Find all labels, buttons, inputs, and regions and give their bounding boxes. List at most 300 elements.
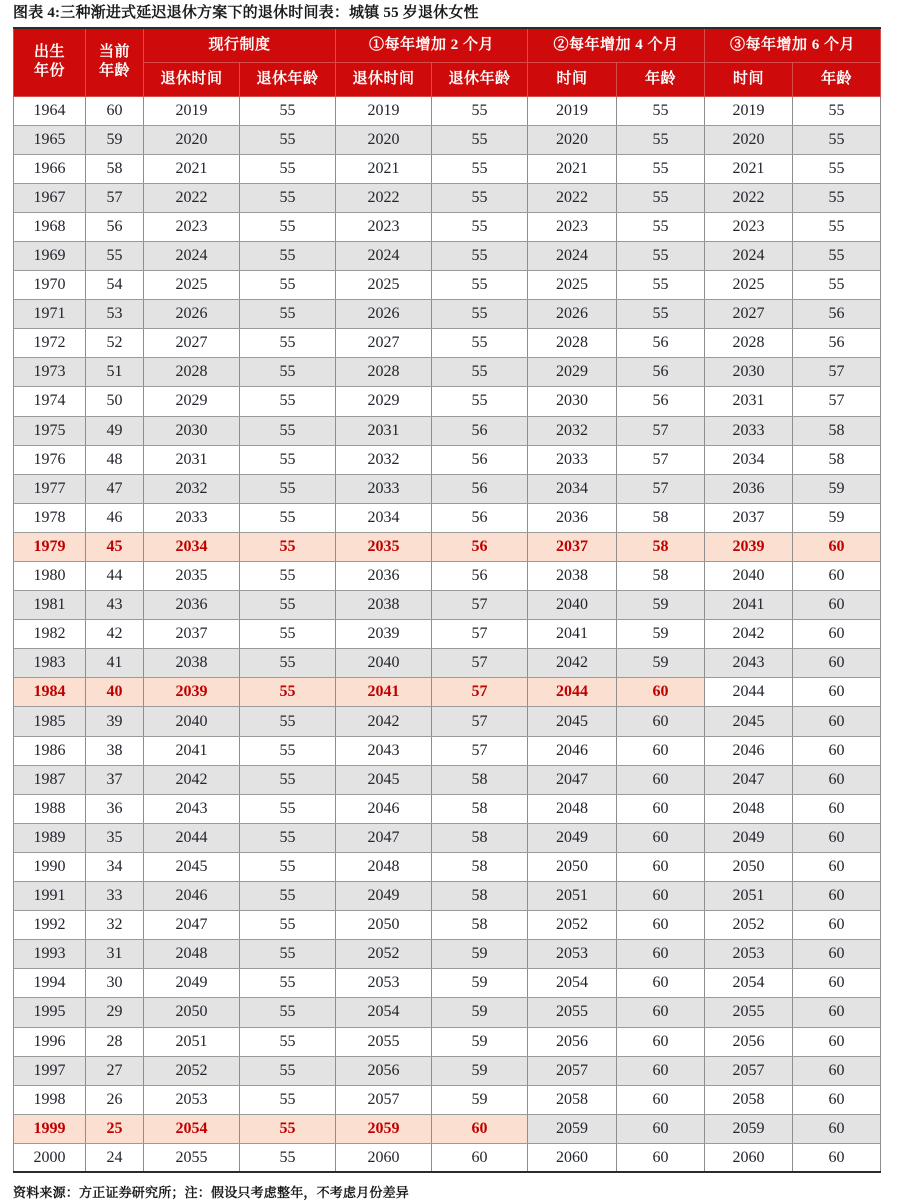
table-cell: 2023 (528, 212, 617, 241)
table-cell: 55 (240, 969, 336, 998)
table-cell: 58 (617, 532, 705, 561)
table-cell: 2048 (705, 794, 793, 823)
table-cell: 2039 (144, 678, 240, 707)
table-cell: 2043 (336, 736, 432, 765)
table-cell: 2030 (144, 416, 240, 445)
table-cell: 2049 (528, 823, 617, 852)
table-cell: 2054 (144, 1114, 240, 1143)
table-cell: 55 (240, 1027, 336, 1056)
table-cell: 60 (617, 1027, 705, 1056)
table-cell: 55 (793, 212, 881, 241)
table-cell: 2022 (144, 183, 240, 212)
table-cell: 59 (617, 620, 705, 649)
table-cell: 1980 (14, 562, 86, 591)
table-cell: 60 (793, 678, 881, 707)
table-cell: 2055 (144, 1143, 240, 1172)
table-cell: 58 (432, 823, 528, 852)
table-cell: 2031 (705, 387, 793, 416)
table-cell: 2055 (528, 998, 617, 1027)
table-cell: 1997 (14, 1056, 86, 1085)
table-cell: 2023 (336, 212, 432, 241)
table-cell: 60 (793, 1027, 881, 1056)
table-cell: 2055 (336, 1027, 432, 1056)
table-cell: 39 (86, 707, 144, 736)
table-cell: 55 (793, 183, 881, 212)
table-cell: 2023 (144, 212, 240, 241)
table-cell: 56 (86, 212, 144, 241)
table-cell: 2050 (144, 998, 240, 1027)
table-cell: 58 (793, 445, 881, 474)
table-cell: 2047 (144, 911, 240, 940)
group-header-scheme-3: ③每年增加 6 个月 (705, 28, 881, 62)
table-row (14, 1027, 881, 1056)
table-cell: 54 (86, 271, 144, 300)
table-cell: 60 (793, 969, 881, 998)
table-cell: 55 (240, 562, 336, 591)
table-cell: 56 (432, 474, 528, 503)
table-cell: 2025 (336, 271, 432, 300)
table-row (14, 562, 881, 591)
table-cell: 2044 (528, 678, 617, 707)
table-cell: 60 (793, 532, 881, 561)
table-cell: 60 (793, 1114, 881, 1143)
table-cell: 29 (86, 998, 144, 1027)
table-cell: 1975 (14, 416, 86, 445)
table-cell: 56 (617, 329, 705, 358)
table-cell: 2026 (528, 300, 617, 329)
table-cell: 1965 (14, 125, 86, 154)
table-cell: 44 (86, 562, 144, 591)
table-cell: 57 (432, 591, 528, 620)
table-row (14, 678, 881, 707)
table-cell: 37 (86, 765, 144, 794)
table-cell: 60 (617, 882, 705, 911)
table-cell: 2047 (336, 823, 432, 852)
table-cell: 55 (240, 329, 336, 358)
table-cell: 58 (432, 765, 528, 794)
table-cell: 2019 (336, 96, 432, 125)
table-cell: 60 (432, 1143, 528, 1172)
table-cell: 2028 (336, 358, 432, 387)
table-row (14, 154, 881, 183)
table-cell: 2042 (705, 620, 793, 649)
table-cell: 2036 (705, 474, 793, 503)
table-cell: 2051 (705, 882, 793, 911)
table-cell: 60 (617, 678, 705, 707)
table-cell: 2040 (528, 591, 617, 620)
table-cell: 2020 (144, 125, 240, 154)
table-cell: 2041 (144, 736, 240, 765)
table-cell: 2042 (336, 707, 432, 736)
table-cell: 60 (617, 969, 705, 998)
table-cell: 2022 (528, 183, 617, 212)
table-cell: 2037 (705, 503, 793, 532)
table-cell: 55 (240, 387, 336, 416)
table-cell: 2046 (705, 736, 793, 765)
table-cell: 2020 (336, 125, 432, 154)
table-cell: 55 (240, 998, 336, 1027)
table-row (14, 532, 881, 561)
table-cell: 26 (86, 1085, 144, 1114)
table-cell: 2033 (144, 503, 240, 532)
table-cell: 2054 (336, 998, 432, 1027)
table-cell: 56 (617, 358, 705, 387)
table-cell: 2045 (528, 707, 617, 736)
table-cell: 55 (240, 125, 336, 154)
table-cell: 55 (240, 1085, 336, 1114)
table-cell: 2049 (144, 969, 240, 998)
table-cell: 55 (240, 1114, 336, 1143)
table-cell: 2024 (144, 241, 240, 270)
table-cell: 55 (240, 300, 336, 329)
table-cell: 2028 (705, 329, 793, 358)
table-cell: 42 (86, 620, 144, 649)
column-header-birth-year (14, 28, 86, 96)
table-cell: 57 (617, 474, 705, 503)
table-cell: 36 (86, 794, 144, 823)
table-cell: 60 (793, 620, 881, 649)
table-cell: 2028 (144, 358, 240, 387)
table-cell: 1984 (14, 678, 86, 707)
table-cell: 32 (86, 911, 144, 940)
table-cell: 55 (793, 271, 881, 300)
table-cell: 30 (86, 969, 144, 998)
table-cell: 60 (793, 591, 881, 620)
table-cell: 55 (617, 212, 705, 241)
table-cell: 1988 (14, 794, 86, 823)
table-cell: 55 (617, 183, 705, 212)
table-cell: 2032 (336, 445, 432, 474)
subheader-scheme-1-time: 退休时间 (336, 62, 432, 96)
table-cell: 58 (432, 794, 528, 823)
table-row (14, 416, 881, 445)
table-cell: 55 (793, 241, 881, 270)
table-cell: 59 (617, 649, 705, 678)
table-row (14, 503, 881, 532)
table-cell: 55 (240, 416, 336, 445)
table-cell: 58 (793, 416, 881, 445)
table-cell: 2045 (336, 765, 432, 794)
table-cell: 55 (432, 212, 528, 241)
table-cell: 60 (617, 998, 705, 1027)
table-cell: 2024 (336, 241, 432, 270)
table-cell: 1970 (14, 271, 86, 300)
table-cell: 2027 (336, 329, 432, 358)
table-cell: 2043 (705, 649, 793, 678)
table-cell: 56 (432, 532, 528, 561)
table-cell: 2000 (14, 1143, 86, 1172)
table-cell: 1989 (14, 823, 86, 852)
table-cell: 60 (617, 823, 705, 852)
table-row (14, 823, 881, 852)
table-cell: 51 (86, 358, 144, 387)
table-cell: 2035 (336, 532, 432, 561)
table-cell: 2039 (336, 620, 432, 649)
table-cell: 56 (432, 445, 528, 474)
birth-year-line-1: 出生 (33, 44, 65, 61)
table-cell: 55 (793, 96, 881, 125)
table-cell: 2030 (705, 358, 793, 387)
table-cell: 55 (240, 707, 336, 736)
table-cell: 60 (617, 1085, 705, 1114)
table-cell: 2049 (336, 882, 432, 911)
table-row (14, 1056, 881, 1085)
table-cell: 2050 (336, 911, 432, 940)
table-cell: 52 (86, 329, 144, 358)
table-cell: 2053 (336, 969, 432, 998)
current-age-line-2: 年龄 (98, 63, 130, 80)
table-cell: 2054 (705, 969, 793, 998)
table-cell: 2041 (705, 591, 793, 620)
table-cell: 55 (432, 125, 528, 154)
table-cell: 55 (432, 300, 528, 329)
table-cell: 2022 (336, 183, 432, 212)
table-cell: 31 (86, 940, 144, 969)
table-cell: 1973 (14, 358, 86, 387)
table-cell: 57 (432, 736, 528, 765)
table-cell: 59 (86, 125, 144, 154)
table-cell: 1967 (14, 183, 86, 212)
table-cell: 2026 (144, 300, 240, 329)
table-row (14, 591, 881, 620)
table-cell: 56 (432, 503, 528, 532)
table-cell: 2058 (528, 1085, 617, 1114)
table-cell: 59 (432, 1085, 528, 1114)
table-cell: 2052 (528, 911, 617, 940)
table-cell: 59 (793, 503, 881, 532)
table-cell: 2048 (144, 940, 240, 969)
subheader-scheme-1-age: 退休年龄 (432, 62, 528, 96)
table-cell: 60 (617, 940, 705, 969)
table-cell: 2020 (705, 125, 793, 154)
table-cell: 2034 (528, 474, 617, 503)
table-cell: 35 (86, 823, 144, 852)
table-cell: 40 (86, 678, 144, 707)
table-cell: 43 (86, 591, 144, 620)
table-cell: 1999 (14, 1114, 86, 1143)
table-cell: 55 (240, 503, 336, 532)
table-row (14, 212, 881, 241)
table-cell: 2029 (336, 387, 432, 416)
table-cell: 25 (86, 1114, 144, 1143)
table-cell: 2060 (705, 1143, 793, 1172)
table-cell: 1971 (14, 300, 86, 329)
table-cell: 1978 (14, 503, 86, 532)
table-cell: 55 (240, 241, 336, 270)
table-cell: 27 (86, 1056, 144, 1085)
table-cell: 1964 (14, 96, 86, 125)
table-cell: 1987 (14, 765, 86, 794)
table-row (14, 707, 881, 736)
source-note: 资料来源：方正证券研究所；注：假设只考虑整年，不考虑月份差异 (13, 1185, 410, 1201)
table-cell: 60 (86, 96, 144, 125)
table-cell: 2024 (705, 241, 793, 270)
table-cell: 56 (432, 416, 528, 445)
table-row (14, 96, 881, 125)
table-cell: 55 (240, 852, 336, 881)
table-cell: 2050 (528, 852, 617, 881)
table-cell: 2021 (705, 154, 793, 183)
table-cell: 57 (432, 678, 528, 707)
table-cell: 2046 (144, 882, 240, 911)
table-cell: 57 (432, 649, 528, 678)
table-cell: 57 (432, 707, 528, 736)
table-cell: 1991 (14, 882, 86, 911)
table-cell: 2057 (336, 1085, 432, 1114)
table-row (14, 620, 881, 649)
table-cell: 58 (432, 911, 528, 940)
table-cell: 59 (793, 474, 881, 503)
table-cell: 60 (793, 1056, 881, 1085)
table-row (14, 1114, 881, 1143)
table-row (14, 445, 881, 474)
table-cell: 49 (86, 416, 144, 445)
group-header-scheme-1: ①每年增加 2 个月 (336, 28, 528, 62)
table-cell: 2059 (705, 1114, 793, 1143)
birth-year-line-2: 年份 (33, 63, 65, 80)
table-cell: 60 (793, 736, 881, 765)
table-cell: 55 (240, 882, 336, 911)
table-cell: 1972 (14, 329, 86, 358)
table-cell: 55 (240, 940, 336, 969)
table-cell: 34 (86, 852, 144, 881)
table-cell: 53 (86, 300, 144, 329)
table-cell: 60 (793, 882, 881, 911)
table-cell: 56 (793, 329, 881, 358)
table-cell: 2057 (528, 1056, 617, 1085)
table-cell: 55 (793, 154, 881, 183)
group-header-scheme-2: ②每年增加 4 个月 (528, 28, 705, 62)
table-cell: 60 (793, 911, 881, 940)
table-cell: 55 (432, 329, 528, 358)
table-cell: 1995 (14, 998, 86, 1027)
table-cell: 55 (240, 823, 336, 852)
table-cell: 57 (617, 416, 705, 445)
table-cell: 2053 (144, 1085, 240, 1114)
table-cell: 2032 (144, 474, 240, 503)
table-cell: 2044 (144, 823, 240, 852)
table-row (14, 911, 881, 940)
table-cell: 2033 (705, 416, 793, 445)
table-cell: 55 (617, 300, 705, 329)
table-cell: 1996 (14, 1027, 86, 1056)
table-cell: 2038 (144, 649, 240, 678)
table-cell: 50 (86, 387, 144, 416)
table-cell: 2053 (705, 940, 793, 969)
table-cell: 60 (617, 707, 705, 736)
table-cell: 58 (617, 562, 705, 591)
table-cell: 60 (793, 998, 881, 1027)
table-row (14, 882, 881, 911)
table-cell: 56 (617, 387, 705, 416)
table-cell: 55 (240, 591, 336, 620)
table-cell: 2038 (336, 591, 432, 620)
table-cell: 55 (617, 271, 705, 300)
table-row (14, 474, 881, 503)
table-cell: 58 (432, 852, 528, 881)
table-cell: 60 (617, 794, 705, 823)
table-cell: 55 (617, 96, 705, 125)
table-cell: 2060 (528, 1143, 617, 1172)
table-cell: 55 (617, 241, 705, 270)
table-cell: 2031 (144, 445, 240, 474)
subheader-current-system-age: 退休年龄 (240, 62, 336, 96)
table-cell: 2029 (144, 387, 240, 416)
table-cell: 55 (432, 96, 528, 125)
table-cell: 59 (432, 1027, 528, 1056)
table-cell: 60 (617, 1056, 705, 1085)
table-cell: 55 (240, 271, 336, 300)
table-cell: 2053 (528, 940, 617, 969)
table-cell: 2019 (144, 96, 240, 125)
table-cell: 55 (793, 125, 881, 154)
table-cell: 57 (793, 358, 881, 387)
table-row (14, 969, 881, 998)
table-cell: 41 (86, 649, 144, 678)
table-cell: 2040 (336, 649, 432, 678)
table-cell: 2046 (528, 736, 617, 765)
table-cell: 2033 (528, 445, 617, 474)
table-cell: 55 (432, 271, 528, 300)
table-row (14, 998, 881, 1027)
table-cell: 1985 (14, 707, 86, 736)
table-cell: 2035 (144, 562, 240, 591)
table-cell: 2057 (705, 1056, 793, 1085)
table-cell: 2043 (144, 794, 240, 823)
table-cell: 58 (86, 154, 144, 183)
table-cell: 55 (432, 387, 528, 416)
table-row (14, 649, 881, 678)
table-cell: 2041 (336, 678, 432, 707)
table-cell: 1981 (14, 591, 86, 620)
table-row (14, 241, 881, 270)
table-cell: 60 (793, 852, 881, 881)
table-cell: 55 (240, 212, 336, 241)
table-cell: 2047 (705, 765, 793, 794)
table-cell: 60 (793, 1085, 881, 1114)
table-cell: 55 (240, 736, 336, 765)
table-cell: 1982 (14, 620, 86, 649)
table-cell: 1974 (14, 387, 86, 416)
table-cell: 2019 (705, 96, 793, 125)
table-cell: 1986 (14, 736, 86, 765)
table-cell: 2021 (144, 154, 240, 183)
table-cell: 2051 (528, 882, 617, 911)
table-row (14, 125, 881, 154)
retirement-schedule-table (13, 27, 881, 1173)
table-cell: 2027 (144, 329, 240, 358)
table-cell: 59 (617, 591, 705, 620)
table-cell: 60 (793, 765, 881, 794)
table-cell: 2045 (705, 707, 793, 736)
table-cell: 1966 (14, 154, 86, 183)
table-cell: 55 (240, 649, 336, 678)
table-cell: 2039 (705, 532, 793, 561)
table-cell: 2030 (528, 387, 617, 416)
table-body (14, 96, 881, 1172)
table-row (14, 271, 881, 300)
table-cell: 2056 (528, 1027, 617, 1056)
table-cell: 48 (86, 445, 144, 474)
table-cell: 46 (86, 503, 144, 532)
table-cell: 60 (617, 1114, 705, 1143)
table-cell: 45 (86, 532, 144, 561)
table-cell: 2025 (528, 271, 617, 300)
table-cell: 2040 (705, 562, 793, 591)
table-cell: 2021 (528, 154, 617, 183)
table-cell: 2040 (144, 707, 240, 736)
table-cell: 57 (86, 183, 144, 212)
